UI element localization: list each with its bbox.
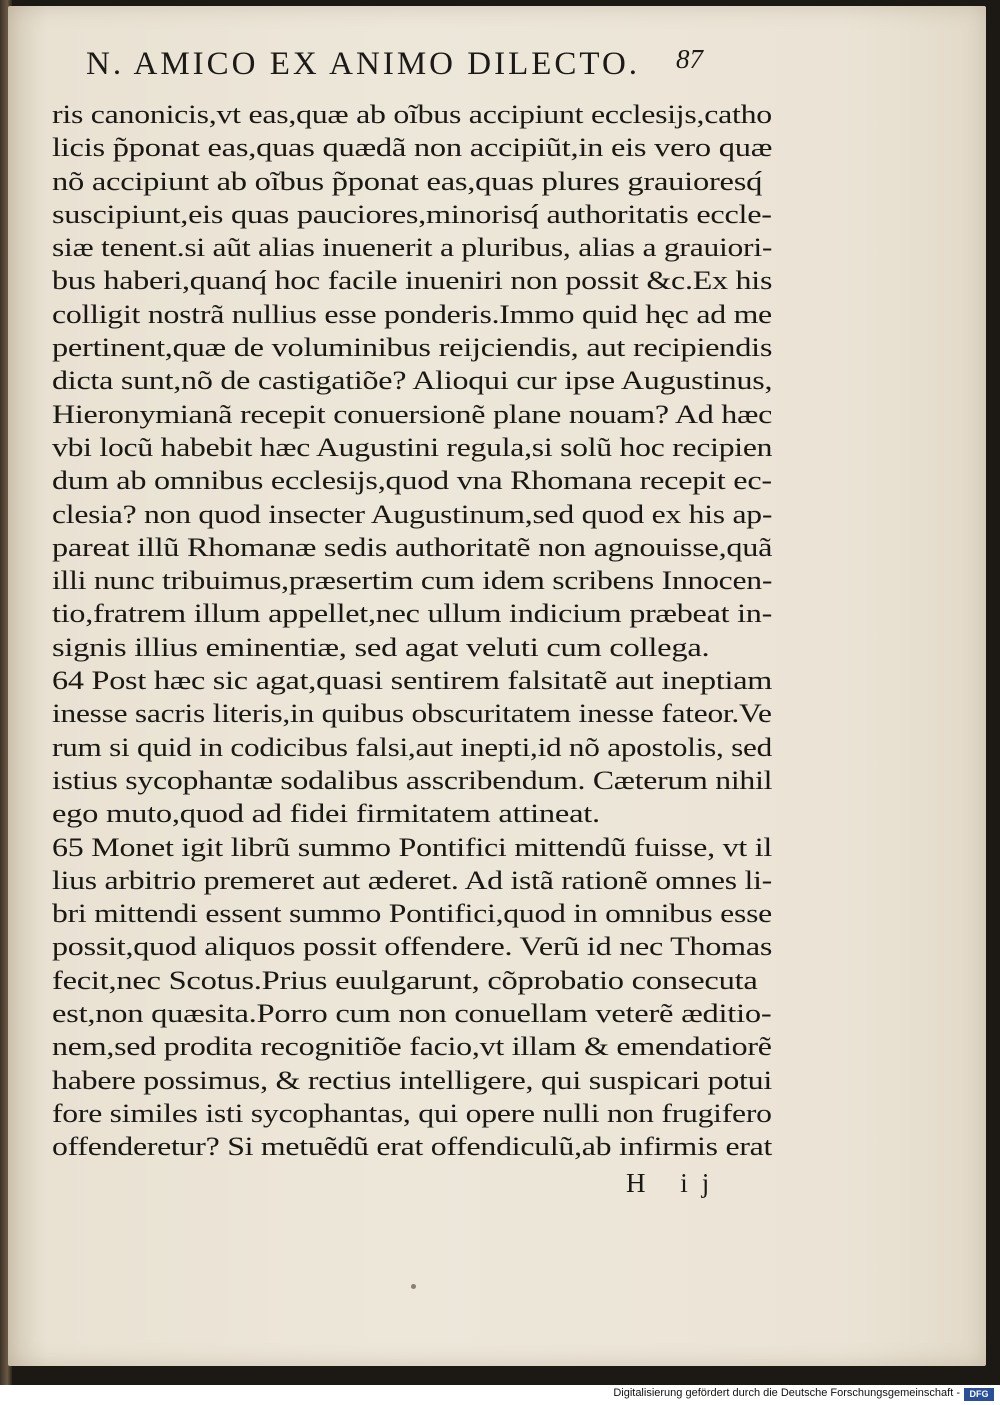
text-line: possit,quod aliquos possit offendere. Verũ id nec Thomas: [52, 932, 773, 962]
running-head: [86, 44, 986, 94]
text-line: fore similes isti sycophantas, qui opere nulli non frugifero: [52, 1098, 772, 1128]
text-line: pareat illũ Rhomanæ sedis authoritatẽ non agnouisse,quã: [52, 532, 773, 562]
digitization-credit: Digitalisierung gefördert durch die Deutsche Forschungsgemeinschaft -: [613, 1387, 960, 1399]
text-line: dum ab omnibus ecclesijs,quod vna Rhomana recepit ec-: [52, 466, 772, 496]
text-line: siæ tenent.si aũt alias inuenerit a pluribus, alias a grauiori-: [52, 233, 773, 263]
dfg-logo: DFG: [964, 1388, 994, 1401]
text-line: vbi locũ habebit hæc Augustini regula,si solũ hoc recipien: [52, 432, 773, 462]
text-line: lius arbitrio premeret aut æderet. Ad istã rationẽ omnes li-: [52, 865, 773, 895]
text-line: suscipiunt,eis quas pauciores,minorisq́ authoritatis eccle-: [52, 199, 772, 229]
text-line: tio,fratrem illum appellet,nec ullum indicium præbeat in-: [52, 599, 773, 629]
text-line: illi nunc tribuimus,præsertim cum idem scribens Innocen-: [52, 566, 773, 596]
text-line: est,non quæsita.Porro cum non conuellam veterẽ æditio-: [52, 999, 772, 1029]
text-line: dicta sunt,nõ de castigatiõe? Alioqui cur ipse Augustinus,: [52, 366, 773, 396]
text-line: rum si quid in codicibus falsi,aut inepti,id nõ apostolis, sed: [52, 732, 772, 762]
book-page: [8, 6, 986, 1366]
text-line: clesia? non quod insecter Augustinum,sed quod ex his ap-: [52, 499, 773, 529]
text-line: signis illius eminentiæ, sed agat veluti cum collega.: [52, 632, 710, 662]
paper-speck: [411, 1284, 416, 1289]
text-line: offenderetur? Si metuẽdũ erat offendiculũ,ab infirmis erat: [52, 1132, 773, 1162]
text-line: 65 Monet igit librũ summo Pontifici mittendũ fuisse, vt il: [52, 832, 773, 862]
text-line: pertinent,quæ de voluminibus reijciendis, aut recipiendis: [52, 333, 773, 363]
text-line: nem,sed prodita recognitiõe facio,vt illam & emendatiorẽ: [52, 1032, 772, 1062]
text-line: fecit,nec Scotus.Prius euulgarunt, cõprobatio consecuta: [52, 965, 758, 995]
text-line: ego muto,quod ad fidei firmitatem attineat.: [52, 799, 600, 829]
text-line: licis p̃ponat eas,quas quædã non accipiũt,in eis vero quæ: [52, 133, 773, 163]
text-block: [52, 98, 772, 1164]
text-line: nõ accipiunt ab oĩbus p̃ponat eas,quas plures grauioresq́: [52, 166, 763, 196]
text-line: bus haberi,quanq́ hoc facile inueniri non possit &c.Ex his: [52, 266, 773, 296]
text-line: ris canonicis,vt eas,quæ ab oĩbus accipiunt ecclesijs,catho: [52, 100, 772, 129]
running-title: N. AMICO EX ANIMO DILECTO.: [86, 46, 641, 82]
text-line: Hieronymianã recepit conuersionẽ plane nouam? Ad hæc: [52, 399, 773, 429]
text-line: habere possimus, & rectius intelligere, qui suspicari potui: [52, 1065, 772, 1095]
folio-number: 87: [676, 44, 703, 74]
text-line: istius sycophantæ sodalibus asscribendum. Cæterum nihil: [52, 765, 773, 795]
text-line: 64 Post hæc sic agat,quasi sentirem falsitatẽ aut ineptiam: [52, 666, 773, 696]
text-line: inesse sacris literis,in quibus obscuritatem inesse fateor.Ve: [52, 699, 772, 729]
signature-mark: H ij: [626, 1168, 724, 1198]
text-line: colligit nostrã nullius esse ponderis.Immo quid hęc ad me: [52, 299, 772, 329]
text-line: bri mittendi essent summo Pontifici,quod in omnibus esse: [52, 899, 772, 929]
